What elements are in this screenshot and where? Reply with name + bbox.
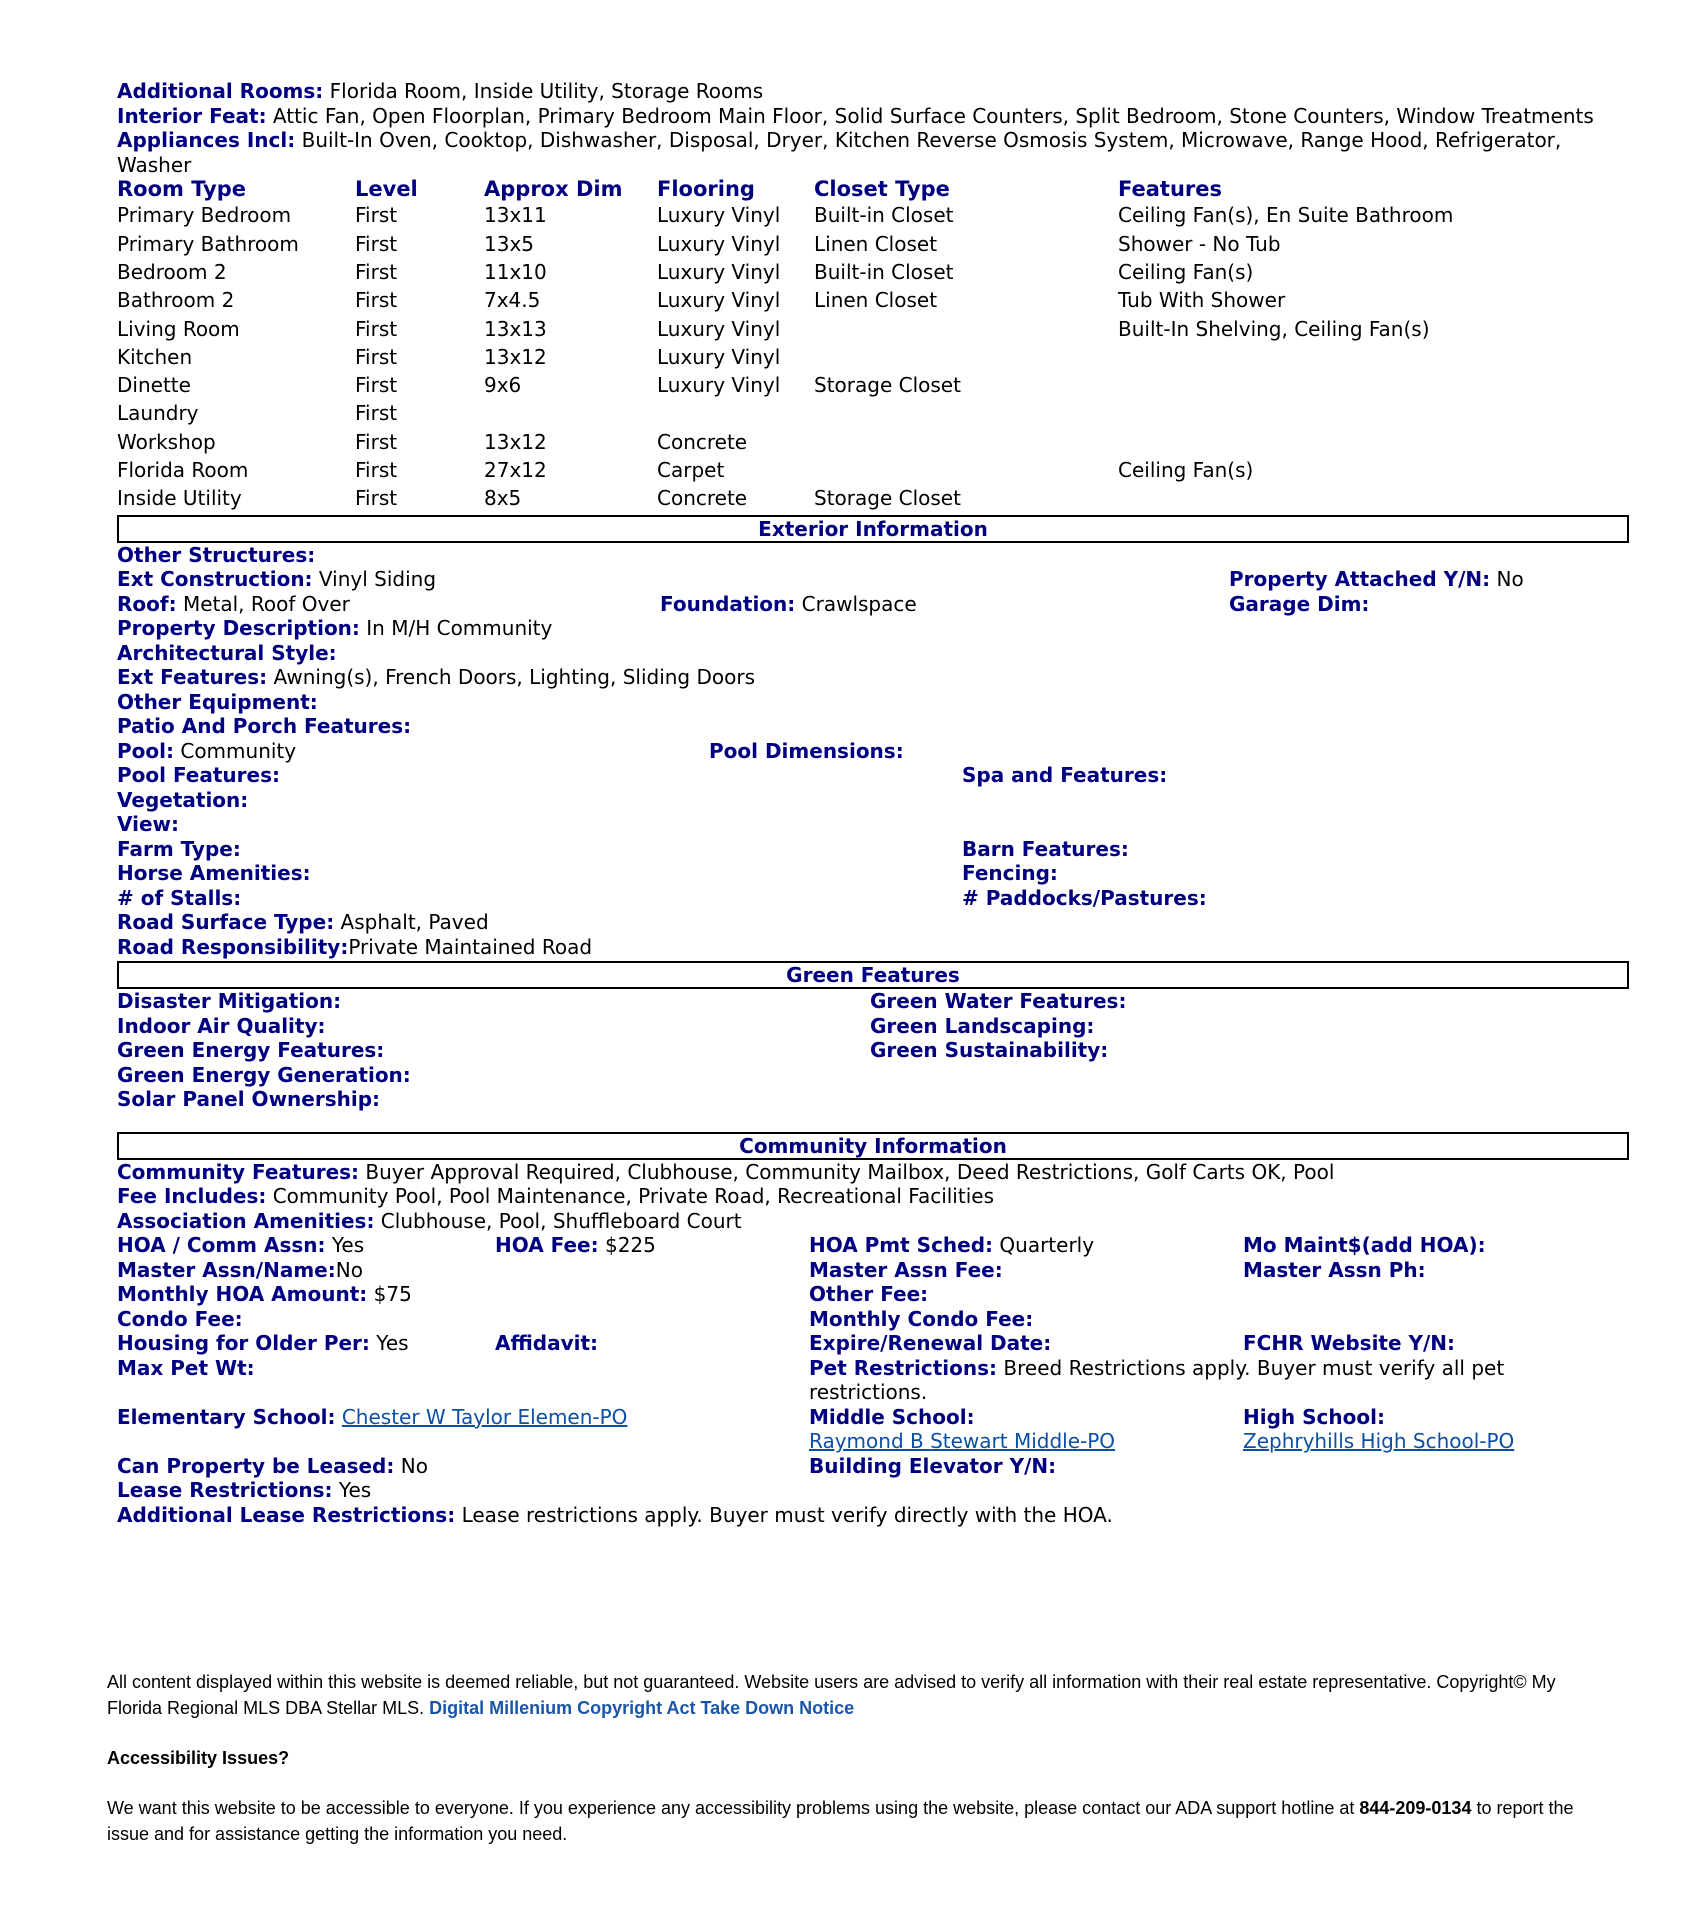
table-row: [117, 428, 1629, 456]
hoa-row: HOA / Comm Assn: Yes HOA Fee: $225 HOA Pmt Sched: Quarterly Mo Maint$(add HOA):: [117, 1233, 1486, 1258]
schools-row: Elementary School: Chester W Taylor Elemen-PO Middle School: Raymond B Stewart Middle-PO High School: Zephryhills High School-PO: [117, 1404, 1515, 1454]
fee-includes: Fee Includes: Community Pool, Pool Maintenance, Private Road, Recreational Facilities: [117, 1184, 994, 1209]
table-cell: 13x12: [484, 344, 547, 369]
table-cell: Workshop: [117, 429, 216, 454]
table-row: [117, 343, 1629, 371]
table-cell: Linen Closet: [814, 288, 938, 313]
footer: [107, 1669, 1607, 1847]
lease-row: Can Property be Leased: No Building Elevator Y/N:: [117, 1453, 1057, 1478]
table-cell: Luxury Vinyl: [657, 344, 781, 369]
table-row: [117, 202, 1629, 230]
column-header: Flooring: [657, 177, 755, 201]
rooms-table: [117, 177, 1629, 513]
table-cell: 8x5: [484, 486, 522, 511]
table-cell: First: [355, 401, 398, 426]
ext-features: Ext Features: Awning(s), French Doors, Lighting, Sliding Doors: [117, 665, 756, 690]
table-cell: Linen Closet: [814, 231, 938, 256]
table-cell: 11x10: [484, 259, 547, 284]
table-row: [117, 456, 1629, 484]
table-cell: Shower - No Tub: [1118, 231, 1281, 256]
community-features: Community Features: Buyer Approval Required, Clubhouse, Community Mailbox, Deed Restrictions, Golf Carts OK, Pool: [117, 1159, 1335, 1184]
table-cell: Luxury Vinyl: [657, 373, 781, 398]
table-cell: [814, 343, 1118, 371]
road-responsibility: Road Responsibility:Private Maintained Road: [117, 934, 593, 959]
exterior-section-header: Exterior Information: [117, 515, 1629, 543]
other-equipment: Other Equipment:: [117, 689, 318, 714]
table-cell: Tub With Shower: [1118, 288, 1286, 313]
rooms-body: [117, 202, 1629, 513]
table-row: [117, 286, 1629, 314]
table-cell: First: [355, 344, 398, 369]
table-cell: [814, 400, 1118, 428]
association-amenities: Association Amenities: Clubhouse, Pool, Shuffleboard Court: [117, 1208, 742, 1233]
table-cell: 13x12: [484, 429, 547, 454]
table-cell: Ceiling Fan(s), En Suite Bathroom: [1118, 203, 1454, 228]
rooms-header-row: [117, 177, 1629, 202]
table-cell: [1118, 343, 1629, 371]
column-header: Room Type: [117, 177, 247, 201]
vegetation: Vegetation:: [117, 787, 249, 812]
horse-row: Horse Amenities: Fencing:: [117, 861, 1058, 886]
column-header: Closet Type: [814, 177, 950, 201]
table-cell: Ceiling Fan(s): [1118, 259, 1254, 284]
table-cell: First: [355, 203, 398, 228]
table-cell: Storage Closet: [814, 486, 961, 511]
ext-construction-row: Ext Construction: Vinyl Siding Property Attached Y/N: No: [117, 567, 1524, 592]
table-row: [117, 258, 1629, 286]
dmca-link[interactable]: Digital Millenium Copyright Act Take Down Notice: [429, 1698, 855, 1718]
other-structures: Other Structures:: [117, 542, 316, 567]
property-description: Property Description: In M/H Community: [117, 616, 553, 641]
pool-features-row: Pool Features: Spa and Features:: [117, 763, 1168, 788]
table-cell: First: [355, 231, 398, 256]
middle-school-link[interactable]: Raymond B Stewart Middle-PO: [809, 1429, 1116, 1454]
green-section-header: Green Features: [117, 961, 1629, 989]
table-row: [117, 484, 1629, 512]
table-cell: Ceiling Fan(s): [1118, 458, 1254, 483]
farm-row: Farm Type: Barn Features:: [117, 836, 1129, 861]
table-cell: Kitchen: [117, 344, 193, 369]
high-school-link[interactable]: Zephryhills High School-PO: [1243, 1429, 1515, 1454]
additional-rooms: Additional Rooms: Florida Room, Inside Utility, Storage Rooms: [117, 79, 764, 103]
lease-restrictions: Lease Restrictions: Yes: [117, 1478, 372, 1503]
table-cell: 9x6: [484, 373, 522, 398]
table-cell: 27x12: [484, 458, 547, 483]
road-surface: Road Surface Type: Asphalt, Paved: [117, 910, 489, 935]
disclaimer: All content displayed within this website is deemed reliable, but not guaranteed. Website users are advised to verify all information with their real estate representative. Copyright© My Florida Regional MLS DBA Stellar MLS. Digital Millenium Copyright Act Take Down Notice: [107, 1672, 1556, 1718]
green-row-2: Indoor Air Quality: Green Landscaping:: [117, 1013, 1095, 1038]
table-cell: First: [355, 429, 398, 454]
table-cell: Luxury Vinyl: [657, 203, 781, 228]
table-cell: Luxury Vinyl: [657, 316, 781, 341]
table-cell: Luxury Vinyl: [657, 231, 781, 256]
table-cell: Concrete: [657, 429, 748, 454]
column-header: Features: [1118, 177, 1222, 201]
additional-lease-restrictions: Additional Lease Restrictions: Lease restrictions apply. Buyer must verify directly with the HOA.: [117, 1502, 1113, 1527]
architectural-style: Architectural Style:: [117, 640, 337, 665]
roof-row: Roof: Metal, Roof Over Foundation: Crawlspace Garage Dim:: [117, 591, 1370, 616]
stalls-row: # of Stalls: # Paddocks/Pastures:: [117, 885, 1207, 910]
table-cell: First: [355, 486, 398, 511]
table-cell: [1118, 428, 1629, 456]
table-row: [117, 315, 1629, 343]
table-cell: Storage Closet: [814, 373, 961, 398]
table-cell: First: [355, 288, 398, 313]
table-row: [117, 371, 1629, 399]
table-cell: [1118, 484, 1629, 512]
table-cell: First: [355, 373, 398, 398]
accessibility-title: Accessibility Issues?: [107, 1748, 290, 1768]
table-cell: Bedroom 2: [117, 259, 227, 284]
table-cell: [484, 400, 657, 428]
view: View:: [117, 812, 180, 837]
table-cell: Built-in Closet: [814, 203, 954, 228]
table-cell: [657, 400, 814, 428]
table-cell: First: [355, 458, 398, 483]
solar-panel-ownership: Solar Panel Ownership:: [117, 1087, 381, 1112]
table-cell: 13x11: [484, 203, 547, 228]
green-row-1: Disaster Mitigation: Green Water Features:: [117, 989, 1127, 1014]
monthly-hoa-row: Monthly HOA Amount: $75 Other Fee:: [117, 1282, 929, 1307]
table-cell: Primary Bedroom: [117, 203, 292, 228]
housing-row: Housing for Older Per: Yes Affidavit: Expire/Renewal Date: FCHR Website Y/N:: [117, 1331, 1456, 1356]
table-cell: Luxury Vinyl: [657, 288, 781, 313]
green-energy-generation: Green Energy Generation:: [117, 1062, 411, 1087]
condo-row: Condo Fee: Monthly Condo Fee:: [117, 1306, 1034, 1331]
column-header: Approx Dim: [484, 177, 623, 201]
table-row: [117, 400, 1629, 428]
interior-features: Interior Feat: Attic Fan, Open Floorplan, Primary Bedroom Main Floor, Solid Surface Counters, Split Bedroom, Stone Counters, Window Treatments: [117, 103, 1594, 128]
listing-detail: [117, 79, 1629, 1527]
table-cell: Inside Utility: [117, 486, 242, 511]
pet-row: Max Pet Wt: Pet Restrictions: Breed Restrictions apply. Buyer must verify all pet restrictions.: [117, 1355, 1505, 1405]
table-cell: Carpet: [657, 458, 725, 483]
master-assn-row: Master Assn/Name:No Master Assn Fee: Master Assn Ph:: [117, 1257, 1426, 1282]
table-cell: [1118, 400, 1629, 428]
community-section-header: Community Information: [117, 1132, 1629, 1160]
pool-row: Pool: Community Pool Dimensions:: [117, 738, 904, 763]
table-cell: Dinette: [117, 373, 191, 398]
table-cell: Living Room: [117, 316, 240, 341]
table-cell: Laundry: [117, 401, 199, 426]
table-cell: First: [355, 259, 398, 284]
table-cell: Primary Bathroom: [117, 231, 299, 256]
elementary-school-link[interactable]: Chester W Taylor Elemen-PO: [341, 1404, 628, 1429]
table-cell: 13x13: [484, 316, 547, 341]
table-cell: 13x5: [484, 231, 535, 256]
table-cell: Bathroom 2: [117, 288, 235, 313]
green-row-3: Green Energy Features: Green Sustainability:: [117, 1038, 1109, 1063]
table-row: [117, 230, 1629, 258]
table-cell: [814, 315, 1118, 343]
accessibility-text: We want this website to be accessible to everyone. If you experience any accessibility problems using the website, please contact our ADA support hotline at 844-209-0134 to report the issue and for assistance getting the information you need.: [107, 1798, 1574, 1844]
table-cell: [814, 456, 1118, 484]
table-cell: First: [355, 316, 398, 341]
table-cell: Built-in Closet: [814, 259, 954, 284]
patio-porch-features: Patio And Porch Features:: [117, 714, 412, 739]
appliances: Appliances Incl: Built-In Oven, Cooktop, Dishwasher, Disposal, Dryer, Kitchen Reverse Osmosis System, Microwave, Range Hood, Refrigerator, Washer: [117, 128, 1562, 177]
table-cell: [814, 428, 1118, 456]
ada-hotline: 844-209-0134: [1359, 1798, 1472, 1818]
column-header: Level: [355, 177, 418, 201]
table-cell: [1118, 371, 1629, 399]
table-cell: Florida Room: [117, 458, 249, 483]
table-cell: Built-In Shelving, Ceiling Fan(s): [1118, 316, 1430, 341]
table-cell: 7x4.5: [484, 288, 541, 313]
table-cell: Luxury Vinyl: [657, 259, 781, 284]
table-cell: Concrete: [657, 486, 748, 511]
